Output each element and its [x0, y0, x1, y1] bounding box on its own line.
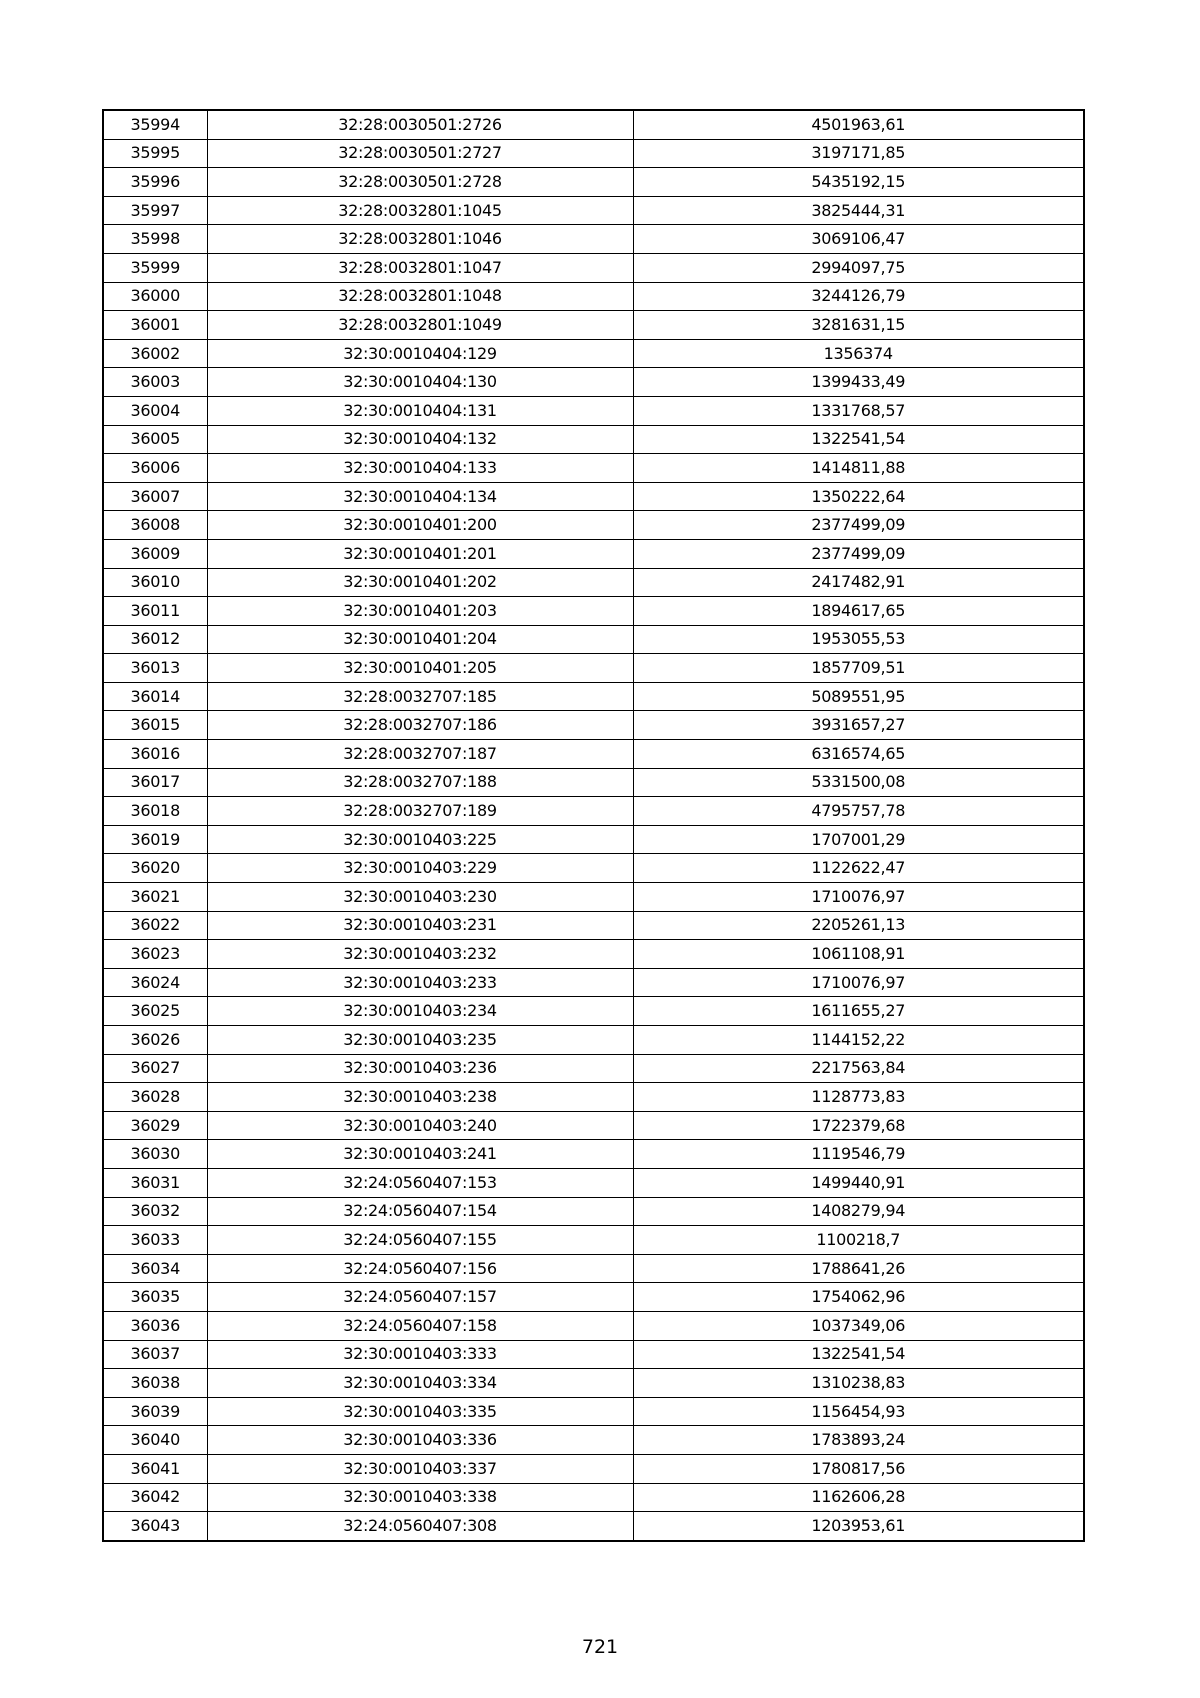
cadastral-number-cell: 32:28:0032707:186 [207, 711, 633, 740]
row-number-cell: 36004 [103, 396, 207, 425]
table-row [103, 625, 1084, 654]
table-row [103, 396, 1084, 425]
table-row [103, 1311, 1084, 1340]
cadastral-number-cell: 32:30:0010404:132 [207, 425, 633, 454]
row-number-cell: 36013 [103, 654, 207, 683]
table-row [103, 1111, 1084, 1140]
cadastral-number-cell: 32:30:0010403:233 [207, 968, 633, 997]
row-number-cell: 36031 [103, 1168, 207, 1197]
cadastral-number-cell: 32:30:0010403:336 [207, 1426, 633, 1455]
cadastral-number-cell: 32:30:0010403:235 [207, 1026, 633, 1055]
cadastral-value-cell: 3931657,27 [633, 711, 1084, 740]
cadastral-value-cell: 1162606,28 [633, 1483, 1084, 1512]
cadastral-value-cell: 1408279,94 [633, 1197, 1084, 1226]
table-row [103, 682, 1084, 711]
cadastral-value-cell: 5089551,95 [633, 682, 1084, 711]
row-number-cell: 35996 [103, 168, 207, 197]
cadastral-number-cell: 32:30:0010401:202 [207, 568, 633, 597]
cadastral-value-cell: 6316574,65 [633, 740, 1084, 769]
cadastral-value-cell: 1710076,97 [633, 883, 1084, 912]
table-row [103, 825, 1084, 854]
cadastral-number-cell: 32:30:0010403:238 [207, 1083, 633, 1112]
row-number-cell: 36034 [103, 1254, 207, 1283]
cadastral-value-cell: 1037349,06 [633, 1311, 1084, 1340]
cadastral-value-cell: 2417482,91 [633, 568, 1084, 597]
cadastral-number-cell: 32:30:0010401:203 [207, 597, 633, 626]
cadastral-value-cell: 5331500,08 [633, 768, 1084, 797]
cadastral-value-cell: 2377499,09 [633, 511, 1084, 540]
row-number-cell: 36027 [103, 1054, 207, 1083]
cadastral-value-cell: 1122622,47 [633, 854, 1084, 883]
table-row [103, 997, 1084, 1026]
table-row [103, 740, 1084, 769]
table-row [103, 711, 1084, 740]
table-row [103, 425, 1084, 454]
table-row [103, 311, 1084, 340]
row-number-cell: 36039 [103, 1397, 207, 1426]
cadastral-number-cell: 32:28:0032801:1048 [207, 282, 633, 311]
row-number-cell: 36025 [103, 997, 207, 1026]
cadastral-value-cell: 1203953,61 [633, 1512, 1084, 1541]
row-number-cell: 36041 [103, 1454, 207, 1483]
row-number-cell: 35999 [103, 253, 207, 282]
cadastral-number-cell: 32:24:0560407:158 [207, 1311, 633, 1340]
table-row [103, 110, 1084, 139]
row-number-cell: 36008 [103, 511, 207, 540]
table-row [103, 168, 1084, 197]
cadastral-number-cell: 32:30:0010401:201 [207, 539, 633, 568]
row-number-cell: 36005 [103, 425, 207, 454]
cadastral-number-cell: 32:28:0032707:189 [207, 797, 633, 826]
table-row [103, 1512, 1084, 1541]
row-number-cell: 36019 [103, 825, 207, 854]
row-number-cell: 36016 [103, 740, 207, 769]
table-row [103, 139, 1084, 168]
cadastral-value-cell: 1414811,88 [633, 454, 1084, 483]
row-number-cell: 36020 [103, 854, 207, 883]
row-number-cell: 36033 [103, 1226, 207, 1255]
cadastral-value-cell: 1710076,97 [633, 968, 1084, 997]
row-number-cell: 36035 [103, 1283, 207, 1312]
table-row [103, 854, 1084, 883]
row-number-cell: 36009 [103, 539, 207, 568]
row-number-cell: 36043 [103, 1512, 207, 1541]
cadastral-value-cell: 1722379,68 [633, 1111, 1084, 1140]
cadastral-value-cell: 4501963,61 [633, 110, 1084, 139]
table-row [103, 968, 1084, 997]
cadastral-number-cell: 32:30:0010401:204 [207, 625, 633, 654]
cadastral-value-cell: 1156454,93 [633, 1397, 1084, 1426]
cadastral-value-cell: 1119546,79 [633, 1140, 1084, 1169]
cadastral-value-cell: 1953055,53 [633, 625, 1084, 654]
cadastral-value-cell: 3281631,15 [633, 311, 1084, 340]
table-row [103, 225, 1084, 254]
table-row [103, 339, 1084, 368]
cadastral-number-cell: 32:28:0030501:2727 [207, 139, 633, 168]
cadastral-number-cell: 32:30:0010403:231 [207, 911, 633, 940]
table-row [103, 911, 1084, 940]
table-row [103, 768, 1084, 797]
cadastral-value-cell: 1707001,29 [633, 825, 1084, 854]
cadastral-number-cell: 32:24:0560407:156 [207, 1254, 633, 1283]
cadastral-value-cell: 1100218,7 [633, 1226, 1084, 1255]
row-number-cell: 36037 [103, 1340, 207, 1369]
cadastral-number-cell: 32:30:0010403:232 [207, 940, 633, 969]
row-number-cell: 36012 [103, 625, 207, 654]
cadastral-value-cell: 4795757,78 [633, 797, 1084, 826]
row-number-cell: 36026 [103, 1026, 207, 1055]
cadastral-value-cell: 2217563,84 [633, 1054, 1084, 1083]
row-number-cell: 36011 [103, 597, 207, 626]
table-row [103, 1369, 1084, 1398]
row-number-cell: 36007 [103, 482, 207, 511]
row-number-cell: 36021 [103, 883, 207, 912]
row-number-cell: 35998 [103, 225, 207, 254]
table-row [103, 282, 1084, 311]
row-number-cell: 36010 [103, 568, 207, 597]
cadastral-value-cell: 1894617,65 [633, 597, 1084, 626]
cadastral-value-cell: 2994097,75 [633, 253, 1084, 282]
table-row [103, 196, 1084, 225]
table-row [103, 482, 1084, 511]
cadastral-value-table [102, 109, 1085, 1542]
cadastral-number-cell: 32:30:0010403:335 [207, 1397, 633, 1426]
row-number-cell: 36017 [103, 768, 207, 797]
table-row [103, 1054, 1084, 1083]
cadastral-value-cell: 2377499,09 [633, 539, 1084, 568]
cadastral-number-cell: 32:30:0010403:230 [207, 883, 633, 912]
row-number-cell: 36029 [103, 1111, 207, 1140]
table-body [103, 110, 1084, 1541]
cadastral-number-cell: 32:28:0030501:2728 [207, 168, 633, 197]
table-row [103, 1426, 1084, 1455]
row-number-cell: 36018 [103, 797, 207, 826]
cadastral-value-cell: 1356374 [633, 339, 1084, 368]
cadastral-value-cell: 1783893,24 [633, 1426, 1084, 1455]
table-row [103, 1397, 1084, 1426]
row-number-cell: 36038 [103, 1369, 207, 1398]
cadastral-value-cell: 3069106,47 [633, 225, 1084, 254]
row-number-cell: 36001 [103, 311, 207, 340]
row-number-cell: 35995 [103, 139, 207, 168]
row-number-cell: 36002 [103, 339, 207, 368]
cadastral-number-cell: 32:30:0010403:225 [207, 825, 633, 854]
table-row [103, 1226, 1084, 1255]
row-number-cell: 36003 [103, 368, 207, 397]
cadastral-value-cell: 3825444,31 [633, 196, 1084, 225]
row-number-cell: 36030 [103, 1140, 207, 1169]
table-row [103, 797, 1084, 826]
row-number-cell: 36036 [103, 1311, 207, 1340]
row-number-cell: 36042 [103, 1483, 207, 1512]
cadastral-number-cell: 32:24:0560407:308 [207, 1512, 633, 1541]
cadastral-value-cell: 1780817,56 [633, 1454, 1084, 1483]
cadastral-number-cell: 32:30:0010403:236 [207, 1054, 633, 1083]
table-row [103, 253, 1084, 282]
cadastral-number-cell: 32:30:0010404:134 [207, 482, 633, 511]
cadastral-number-cell: 32:30:0010403:229 [207, 854, 633, 883]
cadastral-value-cell: 1399433,49 [633, 368, 1084, 397]
cadastral-value-cell: 1611655,27 [633, 997, 1084, 1026]
cadastral-number-cell: 32:30:0010403:338 [207, 1483, 633, 1512]
table-row [103, 1454, 1084, 1483]
table-row [103, 368, 1084, 397]
table-row [103, 1140, 1084, 1169]
cadastral-value-cell: 1322541,54 [633, 1340, 1084, 1369]
table-row [103, 539, 1084, 568]
cadastral-value-cell: 3197171,85 [633, 139, 1084, 168]
table-row [103, 454, 1084, 483]
row-number-cell: 36032 [103, 1197, 207, 1226]
row-number-cell: 36028 [103, 1083, 207, 1112]
table-row [103, 568, 1084, 597]
table-row [103, 940, 1084, 969]
table-row [103, 883, 1084, 912]
table-row [103, 511, 1084, 540]
row-number-cell: 36000 [103, 282, 207, 311]
cadastral-number-cell: 32:30:0010404:133 [207, 454, 633, 483]
page-number: 721 [581, 1636, 619, 1658]
cadastral-value-cell: 1754062,96 [633, 1283, 1084, 1312]
cadastral-number-cell: 32:30:0010403:334 [207, 1369, 633, 1398]
cadastral-value-cell: 1322541,54 [633, 425, 1084, 454]
cadastral-number-cell: 32:30:0010404:130 [207, 368, 633, 397]
row-number-cell: 35994 [103, 110, 207, 139]
table-row [103, 597, 1084, 626]
cadastral-value-cell: 1061108,91 [633, 940, 1084, 969]
row-number-cell: 36023 [103, 940, 207, 969]
row-number-cell: 36006 [103, 454, 207, 483]
cadastral-number-cell: 32:28:0032707:187 [207, 740, 633, 769]
cadastral-number-cell: 32:28:0032707:188 [207, 768, 633, 797]
table-row [103, 1340, 1084, 1369]
cadastral-value-cell: 3244126,79 [633, 282, 1084, 311]
cadastral-number-cell: 32:28:0032801:1047 [207, 253, 633, 282]
cadastral-number-cell: 32:28:0032707:185 [207, 682, 633, 711]
cadastral-number-cell: 32:24:0560407:153 [207, 1168, 633, 1197]
cadastral-number-cell: 32:30:0010404:129 [207, 339, 633, 368]
table-row [103, 1197, 1084, 1226]
cadastral-number-cell: 32:30:0010403:240 [207, 1111, 633, 1140]
cadastral-number-cell: 32:28:0030501:2726 [207, 110, 633, 139]
cadastral-value-cell: 1499440,91 [633, 1168, 1084, 1197]
table-row [103, 654, 1084, 683]
cadastral-value-cell: 1788641,26 [633, 1254, 1084, 1283]
cadastral-number-cell: 32:30:0010401:200 [207, 511, 633, 540]
cadastral-number-cell: 32:24:0560407:157 [207, 1283, 633, 1312]
table-row [103, 1254, 1084, 1283]
row-number-cell: 35997 [103, 196, 207, 225]
row-number-cell: 36015 [103, 711, 207, 740]
table-row [103, 1283, 1084, 1312]
cadastral-value-cell: 1144152,22 [633, 1026, 1084, 1055]
cadastral-number-cell: 32:30:0010403:333 [207, 1340, 633, 1369]
cadastral-number-cell: 32:30:0010403:241 [207, 1140, 633, 1169]
row-number-cell: 36040 [103, 1426, 207, 1455]
table-row [103, 1026, 1084, 1055]
cadastral-value-cell: 1128773,83 [633, 1083, 1084, 1112]
cadastral-number-cell: 32:30:0010404:131 [207, 396, 633, 425]
cadastral-number-cell: 32:30:0010401:205 [207, 654, 633, 683]
cadastral-value-cell: 1857709,51 [633, 654, 1084, 683]
cadastral-value-cell: 1331768,57 [633, 396, 1084, 425]
cadastral-value-cell: 1350222,64 [633, 482, 1084, 511]
table-row [103, 1168, 1084, 1197]
row-number-cell: 36024 [103, 968, 207, 997]
table-row [103, 1483, 1084, 1512]
cadastral-value-cell: 2205261,13 [633, 911, 1084, 940]
cadastral-number-cell: 32:28:0032801:1045 [207, 196, 633, 225]
cadastral-value-cell: 5435192,15 [633, 168, 1084, 197]
row-number-cell: 36022 [103, 911, 207, 940]
cadastral-number-cell: 32:24:0560407:155 [207, 1226, 633, 1255]
row-number-cell: 36014 [103, 682, 207, 711]
table-row [103, 1083, 1084, 1112]
cadastral-number-cell: 32:24:0560407:154 [207, 1197, 633, 1226]
cadastral-number-cell: 32:28:0032801:1049 [207, 311, 633, 340]
cadastral-number-cell: 32:30:0010403:234 [207, 997, 633, 1026]
cadastral-number-cell: 32:30:0010403:337 [207, 1454, 633, 1483]
cadastral-value-cell: 1310238,83 [633, 1369, 1084, 1398]
cadastral-number-cell: 32:28:0032801:1046 [207, 225, 633, 254]
